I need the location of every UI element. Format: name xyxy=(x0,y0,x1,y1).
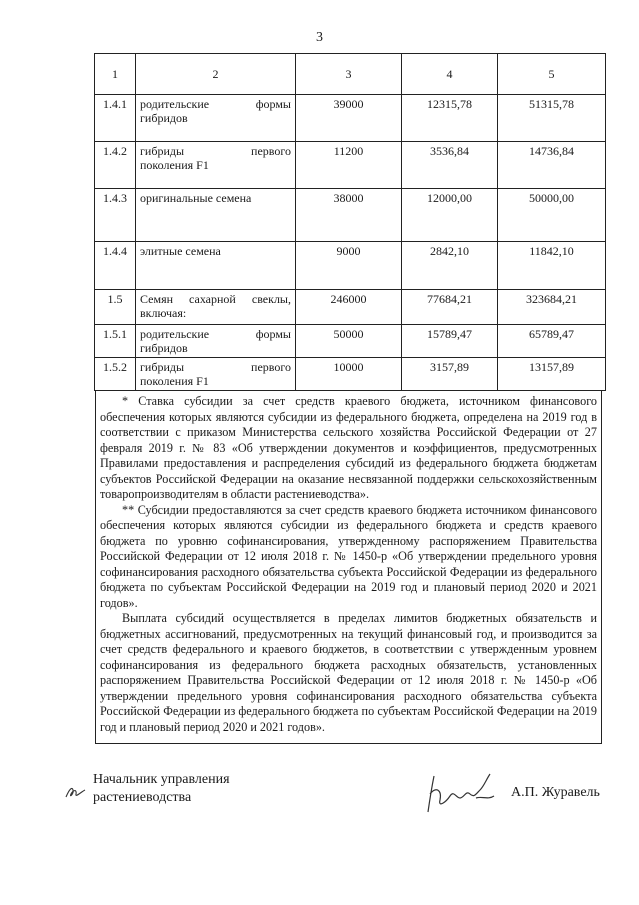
header-cell: 2 xyxy=(136,54,296,95)
row-name-cell xyxy=(136,325,296,358)
col5-value-cell: 323684,21 xyxy=(498,290,606,325)
row-number-cell: 1.5 xyxy=(95,290,136,325)
row-name-line: гибридов xyxy=(140,111,188,125)
row-name-line: поколения F1 xyxy=(140,158,209,172)
col4-value-cell: 77684,21 xyxy=(402,290,498,325)
col3-value-cell: 11200 xyxy=(296,142,402,189)
col4-value-cell: 15789,47 xyxy=(402,325,498,358)
row-name-line: поколения F1 xyxy=(140,374,209,388)
row-name-cell xyxy=(136,142,296,189)
row-name-line: оригинальные семена xyxy=(140,191,252,205)
row-name-cell xyxy=(136,358,296,391)
handwritten-signature xyxy=(420,768,500,818)
initials-mark xyxy=(63,780,89,802)
footnote-single-star: * Ставка субсидии за счет средств краевого бюджета, источником финансового обеспечения которых являются субсидии из федерального бюджета, определена на 2019 год в соответствии с приказом Министерства сельского хозяйства Российской Федерации от 27 февраля 2019 г. № 83 «Об утверждении документов и коэффициентов, предусмотренных Правилами предоставления и распределения субсидий из федерального бюджета бюджетам субъектов Российской Федерации на оказание несвязанной поддержки сельскохозяйственным товаропроизводителям в области растениеводства». xyxy=(100,394,597,501)
row-number-cell: 1.4.4 xyxy=(95,242,136,290)
col5-value-cell: 51315,78 xyxy=(498,95,606,142)
signatory-name: А.П. Журавель xyxy=(511,785,600,800)
row-name-line: гибридов xyxy=(140,341,188,355)
header-cell: 4 xyxy=(402,54,498,95)
header-cell: 3 xyxy=(296,54,402,95)
row-number-cell: 1.5.2 xyxy=(95,358,136,391)
row-number-cell: 1.5.1 xyxy=(95,325,136,358)
table-row xyxy=(95,142,606,189)
table-body xyxy=(95,54,606,391)
col3-value-cell: 39000 xyxy=(296,95,402,142)
col3-value-cell: 38000 xyxy=(296,189,402,242)
table-row xyxy=(95,95,606,142)
row-name-line: гибриды первого xyxy=(140,144,291,158)
row-number-cell: 1.4.3 xyxy=(95,189,136,242)
table-row xyxy=(95,325,606,358)
row-name-line: гибриды первого xyxy=(140,360,291,374)
col3-value-cell: 9000 xyxy=(296,242,402,290)
col4-value-cell: 3157,89 xyxy=(402,358,498,391)
position-line-1: Начальник управления xyxy=(93,772,230,787)
col5-value-cell: 13157,89 xyxy=(498,358,606,391)
col4-value-cell: 12315,78 xyxy=(402,95,498,142)
row-name-line: Семян сахарной свеклы, xyxy=(140,292,291,306)
col5-value-cell: 14736,84 xyxy=(498,142,606,189)
page-number: 3 xyxy=(316,30,323,45)
col3-value-cell: 10000 xyxy=(296,358,402,391)
col4-value-cell: 3536,84 xyxy=(402,142,498,189)
row-name-line: включая: xyxy=(140,306,187,320)
footnote-double-star: ** Субсидии предоставляются за счет средств краевого бюджета источником финансового обеспечения которых являются субсидии из федерального бюджета и средств краевого бюджета по уровню софинансирования, утвержденному распоряжением Правительства Российской Федерации от 12 июля 2018 г. № 1450-р «Об утверждении предельного уровня софинансирования расходного обязательства субъекта Российской Федерации из федерального бюджета по субъектам Российской Федерации на 2019 год и плановый период 2020 и 2021 годов». xyxy=(100,502,597,610)
footnotes-box xyxy=(95,390,602,744)
payment-note: Выплата субсидий осуществляется в пределах лимитов бюджетных обязательств и бюджетных ассигнований, предусмотренных на текущий финансовый год, и производится за счет средств федерального и краевого бюджетов, в соответствии с утвержденным уровнем софинансирования из федерального бюджета расходных обязательств, установленных распоряжением Правительства Российской Федерации от 12 июля 2018 г. № 1450-р «Об утверждении предельного уровня софинансирования расходного обязательства субъекта Российской Федерации из федерального бюджета по субъектам Российской Федерации на 2019 год и плановый период 2020 и 2021 годов». xyxy=(100,611,597,734)
header-cell: 5 xyxy=(498,54,606,95)
row-name-cell xyxy=(136,189,296,242)
col5-value-cell: 65789,47 xyxy=(498,325,606,358)
row-name-cell xyxy=(136,95,296,142)
row-name-line: родительские формы xyxy=(140,327,291,341)
table-row xyxy=(95,189,606,242)
col4-value-cell: 12000,00 xyxy=(402,189,498,242)
row-name-line: родительские формы xyxy=(140,97,291,111)
col5-value-cell: 50000,00 xyxy=(498,189,606,242)
table-row xyxy=(95,358,606,391)
header-cell: 1 xyxy=(95,54,136,95)
position-line-2: растениеводства xyxy=(93,790,192,805)
col4-value-cell: 2842,10 xyxy=(402,242,498,290)
row-name-cell xyxy=(136,242,296,290)
signatory-position xyxy=(93,771,230,807)
col3-value-cell: 50000 xyxy=(296,325,402,358)
row-name-line: элитные семена xyxy=(140,244,221,258)
subsidy-rates-table xyxy=(94,53,606,391)
col5-value-cell: 11842,10 xyxy=(498,242,606,290)
row-number-cell: 1.4.2 xyxy=(95,142,136,189)
row-number-cell: 1.4.1 xyxy=(95,95,136,142)
table-row xyxy=(95,290,606,325)
row-name-cell xyxy=(136,290,296,325)
table-header-row xyxy=(95,54,606,95)
table-row xyxy=(95,242,606,290)
col3-value-cell: 246000 xyxy=(296,290,402,325)
